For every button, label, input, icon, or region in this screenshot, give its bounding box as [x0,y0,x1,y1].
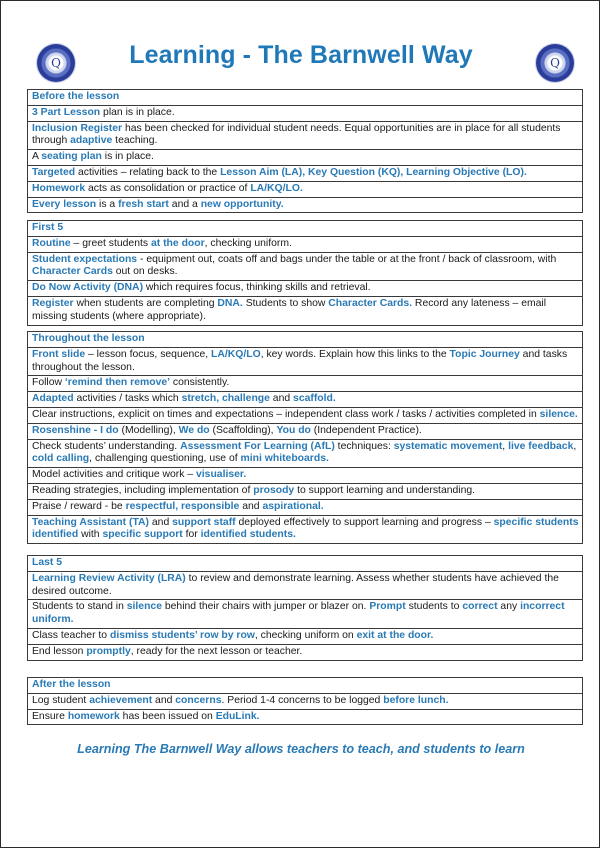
checklist-row [28,645,582,660]
body-text: activities / tasks which [73,393,182,405]
footer-tagline: Learning The Barnwell Way allows teachers to teach, and students to learn [77,742,525,756]
body-text: Log student [32,694,90,706]
highlight-text: live feedback [508,440,574,452]
highlight-text: cold calling [32,453,90,465]
checklist-row [28,600,582,629]
section-heading: Throughout the lesson [28,332,582,348]
highlight-text: 3 Part Lesson [32,106,101,118]
highlight-text: silence. [539,408,578,420]
checklist-row [28,166,582,182]
checklist-row [28,710,582,725]
body-text: Students to stand in [32,601,127,613]
checklist-row [28,392,582,408]
checklist-row [28,484,582,500]
checklist-row [28,408,582,424]
section-after-the-lesson [27,677,583,725]
highlight-text: Lesson Aim (LA), Key Question (KQ), Learning Objective (LO). [220,166,527,178]
body-text: students to [405,601,463,613]
body-text: Model activities and critique work – [32,469,197,481]
highlight-text: LA/KQ/LO [211,348,261,360]
checklist-row [28,516,582,544]
body-text: and tasks throughout the lesson. [32,348,568,373]
body-text: for [182,529,201,541]
body-text: Check students’ understanding. [32,440,181,452]
checklist-row [28,500,582,516]
body-text: to review and demonstrate learning. Assess whether students have achieved the desired outcome. [32,572,559,597]
body-text: activities – relating back to the [75,166,221,178]
checklist-row [28,281,582,297]
body-text: teaching. [112,135,158,147]
highlight-text: ‘remind then remove’ [64,377,171,389]
body-text: is in place. [101,151,154,163]
highlight-text: seating plan [41,151,102,163]
section-first-5 [27,220,583,326]
highlight-text: achievement [89,694,153,706]
body-text: Record any lateness – email missing students (where appropriate). [32,297,547,322]
body-text: , checking uniform. [204,237,292,249]
body-text: any [497,601,521,613]
highlight-text: stretch, challenge [181,393,270,405]
crest-glyph: Q [550,56,560,70]
checklist-row [28,122,582,151]
body-text: End lesson [32,645,87,657]
highlight-text: You do [276,424,311,436]
highlight-text: mini whiteboards. [240,453,329,465]
highlight-text: specific students identified [32,516,579,541]
checklist-row [28,150,582,166]
checklist-row [28,348,582,377]
highlight-text: homework [67,710,120,722]
checklist-row [28,629,582,645]
highlight-text: visualiser. [196,469,247,481]
body-text: - equipment out, coats off and bags under the table or at the front / back of classroom, with [137,253,557,265]
highlight-text: Student expectations [32,253,138,265]
highlight-text: at the door [150,237,205,249]
checklist-row [28,468,582,484]
section-heading: Before the lesson [28,90,582,106]
checklist-row [28,440,582,469]
body-text: techniques: [334,440,394,452]
body-text: Students to show [242,297,329,309]
highlight-text: Do Now Activity (DNA) [32,282,144,294]
highlight-text: Teaching Assistant (TA) [32,516,149,528]
body-text: – greet students [70,237,151,249]
body-text: has been issued on [119,710,216,722]
section-before-the-lesson [27,89,583,213]
highlight-text: scaffold. [293,393,336,405]
checklist-row [28,694,582,710]
body-text: (Modelling), [118,424,179,436]
body-text: deployed effectively to support learning and progress – [235,516,494,528]
section-heading: First 5 [28,221,582,237]
body-text: and a [168,198,201,210]
body-text: . Period 1-4 concerns to be logged [221,694,384,706]
highlight-text: new opportunity. [200,198,284,210]
body-text: , challenging questioning, use of [89,453,241,465]
highlight-text: fresh start [118,198,169,210]
highlight-text: support staff [172,516,236,528]
body-text: , [573,440,577,452]
highlight-text: dismiss students’ row by row [109,629,255,641]
highlight-text: respectful, responsible [125,500,240,512]
section-heading: Last 5 [28,556,582,572]
checklist-row [28,572,582,601]
highlight-text: Register [32,297,74,309]
highlight-text: Assessment For Learning (AfL) [180,440,335,452]
body-text: out on desks. [112,266,178,278]
body-text: (Scaffolding), [209,424,277,436]
highlight-text: Homework [32,182,86,194]
highlight-text: concerns [175,694,222,706]
checklist-row [28,253,582,282]
highlight-text: incorrect uniform. [32,601,565,626]
highlight-text: We do [178,424,210,436]
checklist-row [28,424,582,440]
highlight-text: Targeted [32,166,76,178]
body-text: , key words. Explain how this links to the [260,348,450,360]
body-text: , [502,440,509,452]
crest-glyph: Q [51,56,61,70]
highlight-text: Routine [32,237,71,249]
body-text: and [239,500,263,512]
body-text: Ensure [32,710,68,722]
highlight-text: Inclusion Register [32,122,123,134]
highlight-text: Prompt [369,601,406,613]
body-text: acts as consolidation or practice of [85,182,251,194]
body-text: and [149,516,173,528]
highlight-text: Adapted [32,393,74,405]
highlight-text: aspirational. [262,500,324,512]
highlight-text: before lunch. [383,694,449,706]
highlight-text: correct [462,601,498,613]
highlight-text: Topic Journey [449,348,520,360]
body-text: Class teacher to [32,629,110,641]
body-text: Praise / reward - be [32,500,126,512]
body-text: is a [96,198,119,210]
highlight-text: silence [126,601,162,613]
body-text: Reading strategies, including implementation of [32,484,254,496]
highlight-text: Learning Review Activity (LRA) [32,572,186,584]
checklist-row [28,297,582,325]
highlight-text: exit at the door. [356,629,434,641]
highlight-text: systematic movement [393,440,503,452]
body-text: , checking uniform on [254,629,357,641]
section-heading: After the lesson [28,678,582,694]
highlight-text: LA/KQ/LO. [250,182,303,194]
checklist-row [28,182,582,198]
body-text: (Independent Practice). [310,424,422,436]
highlight-text: identified students. [200,529,296,541]
body-text: Clear instructions, explicit on times and expectations – independent class work / tasks / activities completed in [32,408,540,420]
highlight-text: specific support [102,529,183,541]
section-throughout-the-lesson [27,331,583,544]
body-text: with [78,529,103,541]
body-text: Follow [32,377,65,389]
body-text: behind their chairs with jumper or blazer on. [161,601,370,613]
highlight-text: Character Cards. [328,297,413,309]
body-text: plan is in place. [100,106,175,118]
checklist-row [28,237,582,253]
body-text: – lesson focus, sequence, [85,348,212,360]
highlight-text: Every lesson [32,198,97,210]
highlight-text: Front slide [32,348,86,360]
checklist-row [28,198,582,213]
school-crest-icon [536,44,574,82]
checklist-row [28,106,582,122]
highlight-text: adaptive [70,135,113,147]
highlight-text: DNA. [217,297,243,309]
body-text: , ready for the next lesson or teacher. [130,645,303,657]
body-text: has been checked for individual student needs. Equal opportunities are in place for all students through [32,122,561,147]
body-text: and [152,694,176,706]
body-text: and [269,393,294,405]
highlight-text: promptly [86,645,131,657]
highlight-text: EduLink. [215,710,260,722]
highlight-text: prosody [253,484,295,496]
body-text: to support learning and understanding. [294,484,476,496]
page-title: Learning - The Barnwell Way [129,41,473,69]
highlight-text: Rosenshine - I do [32,424,119,436]
section-last-5 [27,555,583,661]
body-text: consistently. [170,377,230,389]
body-text: when students are completing [73,297,218,309]
highlight-text: Character Cards [32,266,113,278]
checklist-row [28,376,582,392]
body-text: which requires focus, thinking skills and retrieval. [143,282,371,294]
body-text: A [32,151,42,163]
